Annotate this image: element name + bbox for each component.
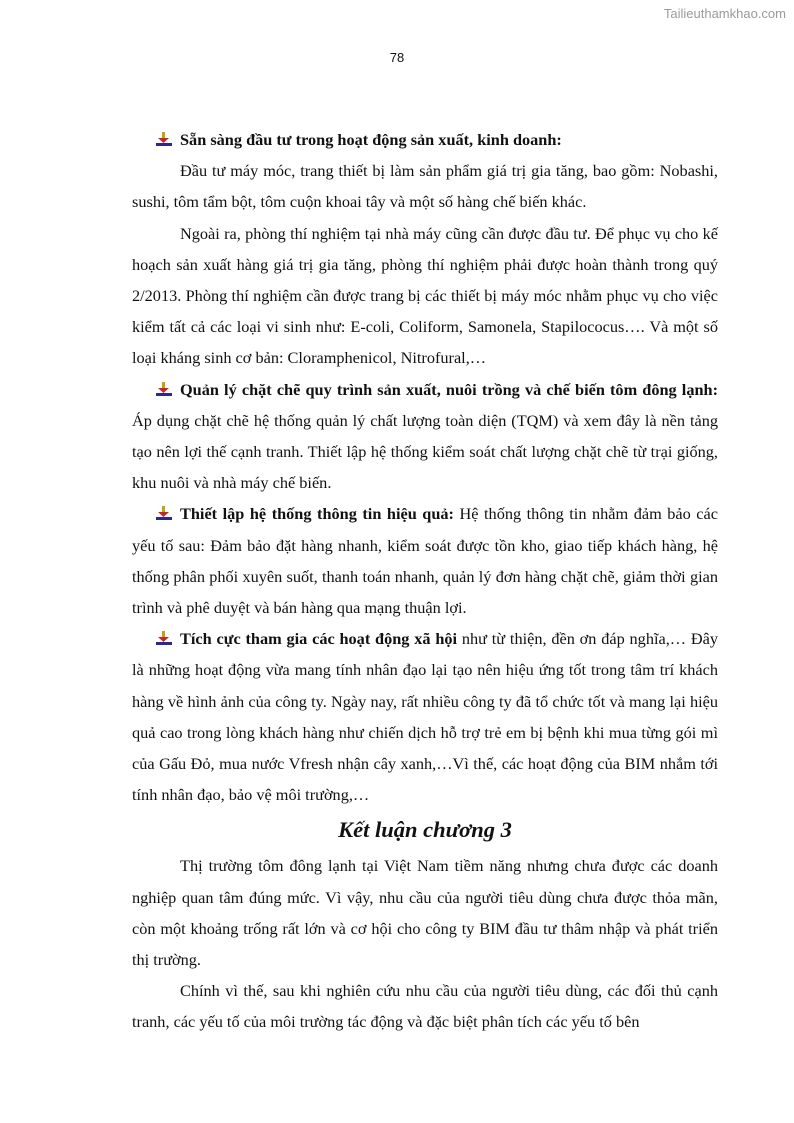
section-heading-investment: [132, 124, 718, 155]
document-body: [132, 124, 718, 1038]
section-text: như từ thiện, đền ơn đáp nghĩa,… Đây là những hoạt động vừa mang tính nhân đạo lại tạo nên hiệu ứng tốt trong tâm trí khách hàng về hình ảnh của công ty. Ngày nay, rất nhiều công ty đã tổ chức tốt và mang lại hiệu quả cao trong lòng khách hàng như chiến dịch hỗ trợ trẻ em bị bệnh khi mua từng gói mì của Gấu Đỏ, mua nước Vfresh nhận cây xanh,…Vì thế, các hoạt động của BIM nhắm tới tính nhân đạo, bảo vệ môi trường,…: [132, 629, 718, 805]
section-title: Thiết lập hệ thống thông tin hiệu quả:: [180, 504, 454, 524]
paragraph: Ngoài ra, phòng thí nghiệm tại nhà máy cũng cần được đầu tư. Để phục vụ cho kế hoạch sản xuất hàng giá trị gia tăng, phòng thí nghiệm phải được hoàn thành trong quý 2/2013. Phòng thí nghiệm cần được trang bị các thiết bị máy móc nhằm phục vụ cho việc kiểm tất cả các loại vi sinh như: E-coli, Coliform, Samonela, Stapilococus…. Và một số loại kháng sinh cơ bản: Cloramphenicol, Nitrofural,…: [132, 223, 718, 368]
chapter-conclusion-heading: Kết luận chương 3: [338, 817, 512, 843]
section-title: Sẵn sàng đầu tư trong hoạt động sản xuất, kinh doanh:: [180, 130, 562, 149]
section-information-system: [132, 498, 718, 623]
section-title: Tích cực tham gia các hoạt động xã hội: [180, 629, 458, 649]
page-number: 78: [389, 50, 405, 65]
watermark: Tailieuthamkhao.com: [663, 6, 786, 21]
section-text: Áp dụng chặt chẽ hệ thống quản lý chất lượng toàn diện (TQM) và xem đây là nền tảng tạo nên lợi thế cạnh tranh. Thiết lập hệ thống kiểm soát chất lượng chặt chẽ từ trại giống, khu nuôi và nhà máy chế biến.: [132, 410, 718, 493]
arrow-down-bullet-icon: [156, 506, 172, 520]
paragraph: Đầu tư máy móc, trang thiết bị làm sản phẩm giá trị gia tăng, bao gồm: Nobashi, sushi, tôm tẩm bột, tôm cuộn khoai tây và một số hàng chế biến khác.: [132, 161, 718, 212]
arrow-down-bullet-icon: [156, 382, 172, 396]
section-title: Quản lý chặt chẽ quy trình sản xuất, nuôi trồng và chế biến tôm đông lạnh:: [180, 379, 718, 399]
paragraph: Thị trường tôm đông lạnh tại Việt Nam tiềm năng nhưng chưa được các doanh nghiệp quan tâm đúng mức. Vì vậy, nhu cầu của người tiêu dùng chưa được thỏa mãn, còn một khoảng trống rất lớn và cơ hội cho công ty BIM đầu tư thâm nhập và phát triển thị trường.: [132, 856, 718, 970]
section-text: Hệ thống thông tin nhằm đảm bảo các yếu tố sau: Đảm bảo đặt hàng nhanh, kiểm soát được tồn kho, giao tiếp khách hàng, hệ thống phân phối xuyên suốt, thanh toán nhanh, quản lý đơn hàng chặt chẽ, giảm thời gian trình và phê duyệt và bán hàng qua mạng thuận lợi.: [132, 504, 718, 618]
section-social-activities: [132, 623, 718, 810]
paragraph: Chính vì thế, sau khi nghiên cứu nhu cầu của người tiêu dùng, các đối thủ cạnh tranh, các yếu tố của môi trường tác động và đặc biệt phân tích các yếu tố bên: [132, 981, 718, 1032]
arrow-down-bullet-icon: [156, 631, 172, 645]
arrow-down-bullet-icon: [156, 132, 172, 146]
section-quality-management: [132, 374, 718, 499]
